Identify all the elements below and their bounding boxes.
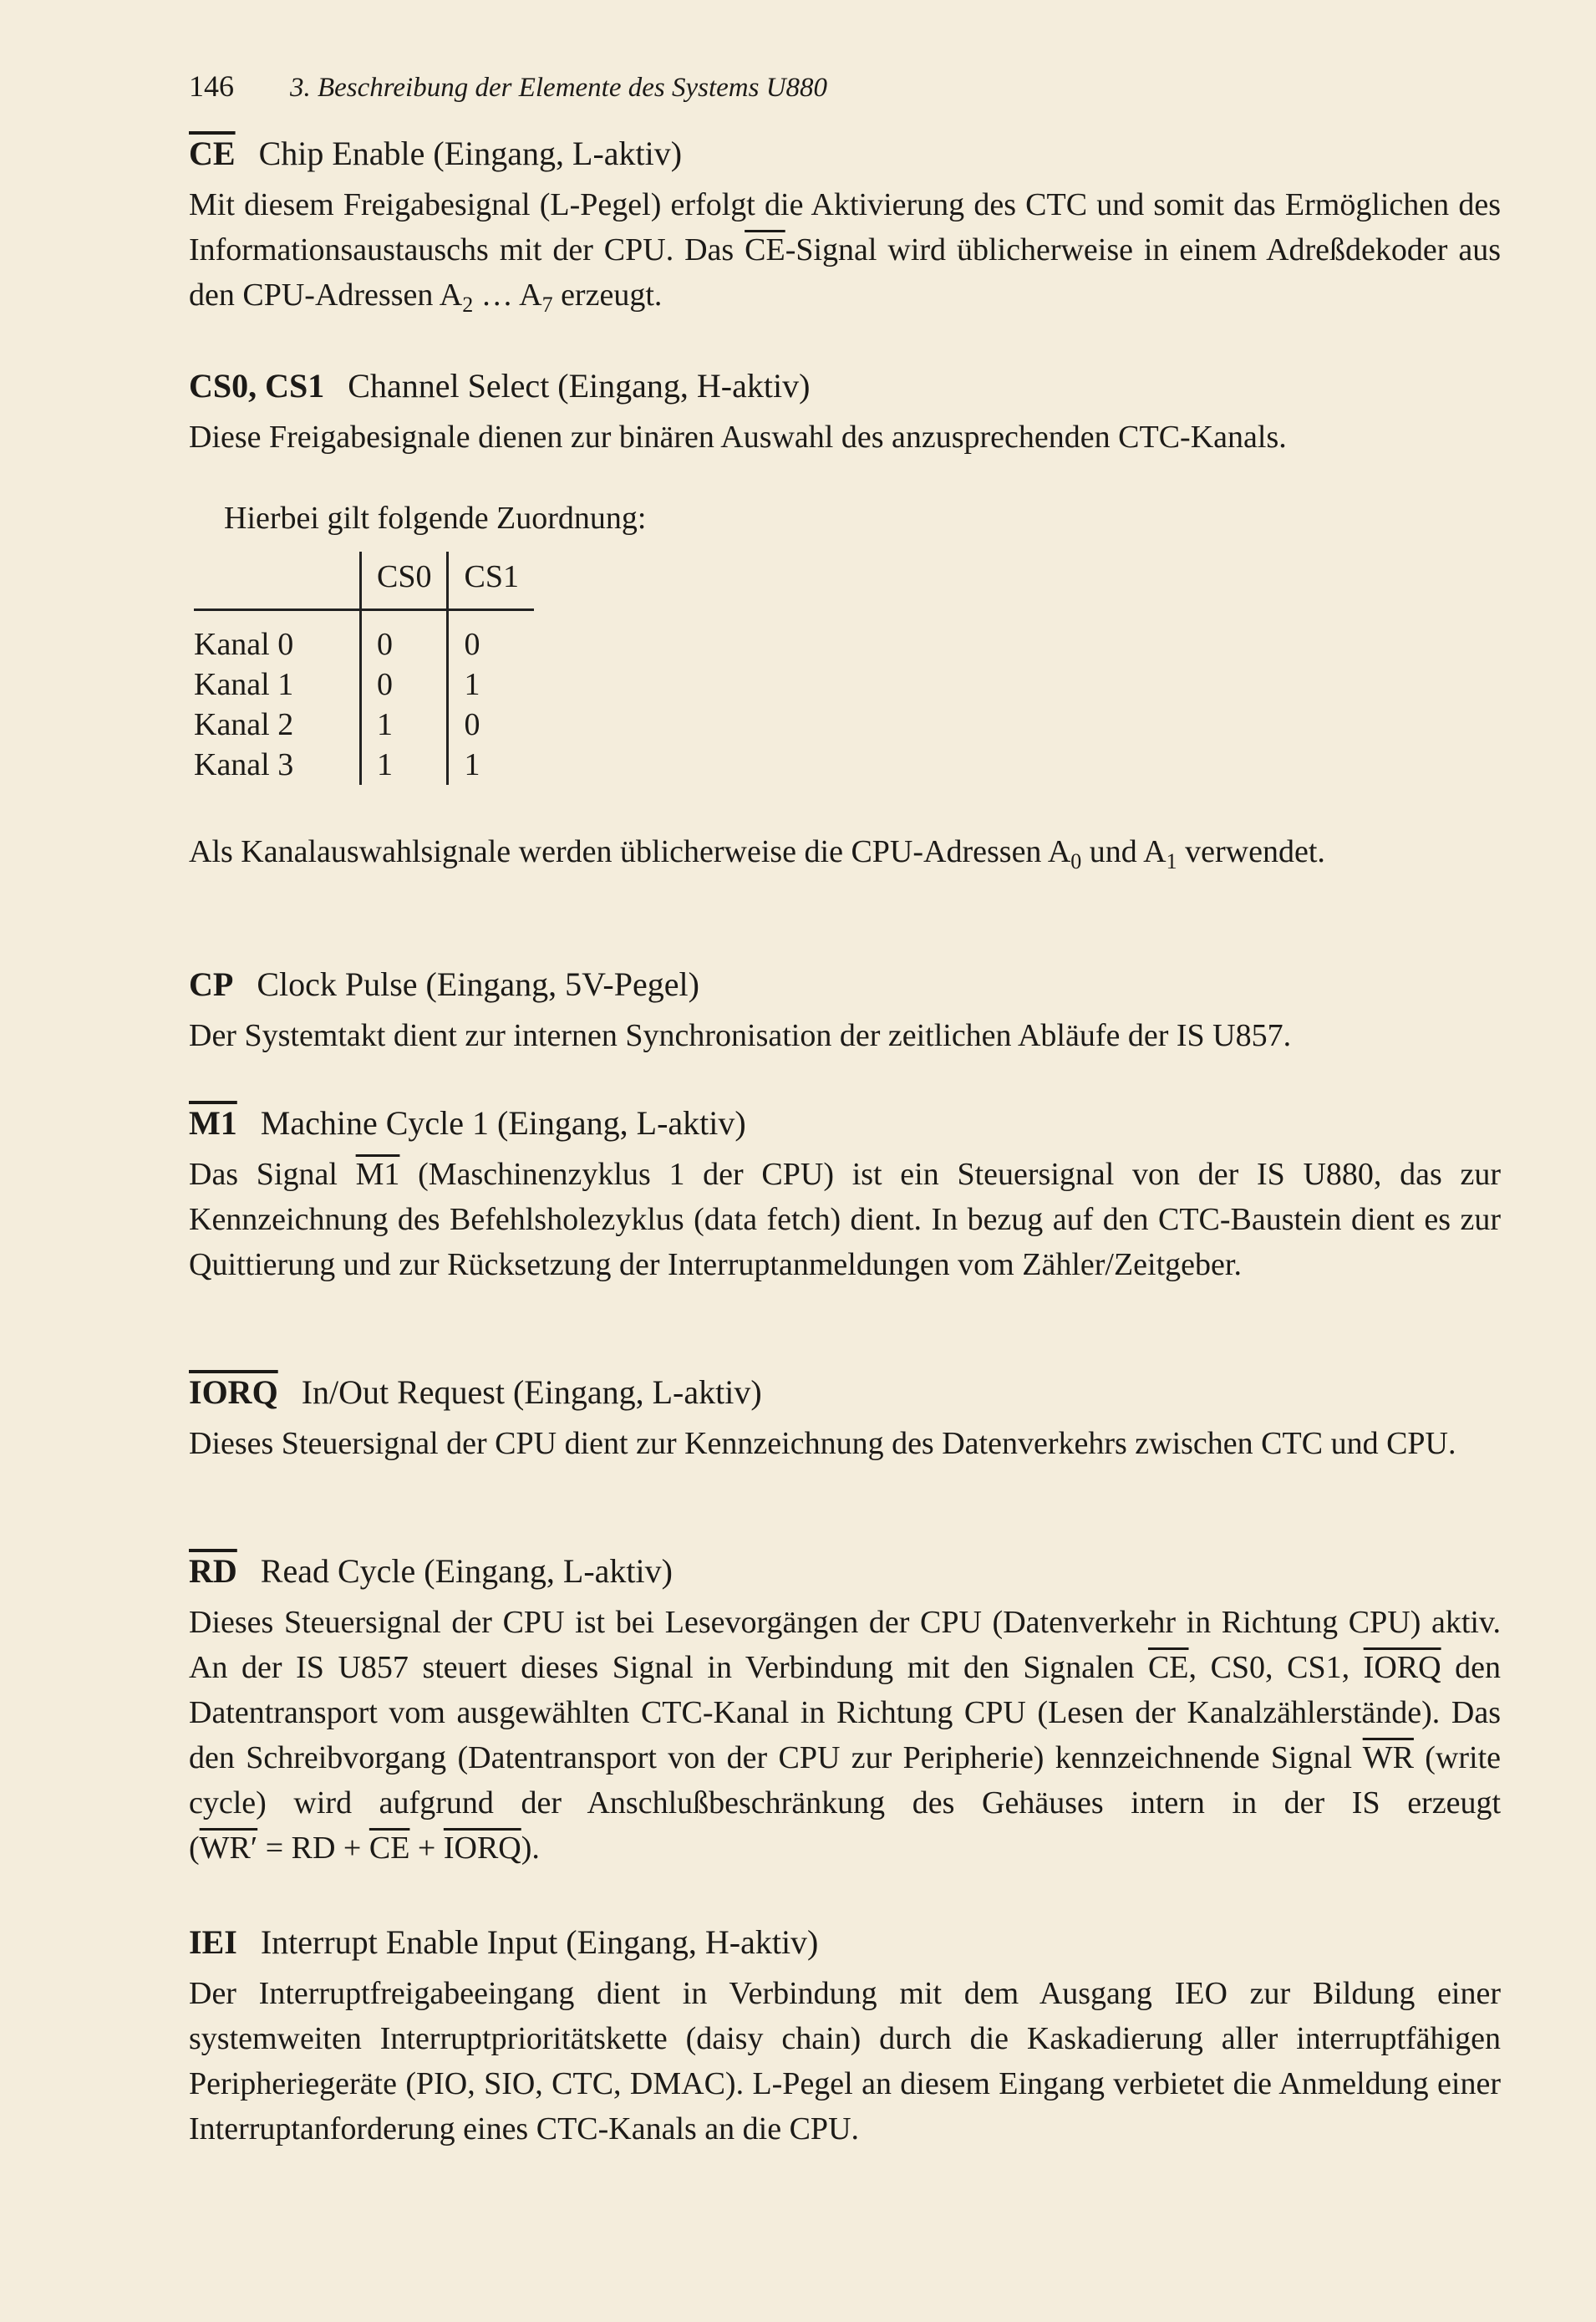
text: Dieses Steuersignal der CPU ist bei Lesevorgängen der CPU (Datenverkehr in Richtung CPU) aktiv. An der IS U857 steuert dieses Signal in Verbindung mit den Signalen	[189, 1605, 1501, 1685]
text: (write cycle) wird aufgrund der Anschlußbeschränkung des Gehäuses intern in der IS erzeugt (	[189, 1740, 1502, 1866]
overline-signal: $\overline{CE}$	[369, 1831, 410, 1866]
text: … A	[473, 278, 542, 313]
cell-cs1: 1	[448, 745, 534, 785]
cell-cs0: 0	[361, 665, 448, 705]
signal-cp-desc: Clock Pulse (Eingang, 5V-Pegel)	[257, 965, 699, 1003]
cell-cs0: 1	[361, 705, 448, 745]
text: (Maschinenzyklus 1 der CPU) ist ein Steuersignal von der IS U880, das zur Kennzeichnung des Befehlsholezyklus (data fetch) dient. In bezug auf den CTC-Baustein dient es zur Quittierung und zur Rücksetzung der Interruptanmeldungen vom Zähler/Zeitgeber.	[189, 1157, 1501, 1282]
text: = RD +	[257, 1831, 369, 1866]
signal-iei: IEI	[189, 1923, 237, 1961]
text: erzeugt.	[552, 278, 663, 313]
text: und A	[1081, 834, 1167, 869]
overline-signal: M1	[355, 1157, 400, 1192]
text: +	[409, 1831, 444, 1866]
term-line-iei	[189, 1921, 1501, 1964]
row-label: Kanal 1	[194, 667, 294, 702]
table-row	[194, 610, 534, 665]
term-line-iorq	[189, 1371, 1501, 1414]
row-label: Kanal 0	[194, 627, 294, 662]
overline-signal: $\overline{CE}$	[745, 232, 785, 267]
table-row	[194, 745, 534, 785]
entry-cp	[189, 963, 1501, 1058]
text: -Signal wird üblicherweise in einem Adreßdekoder aus den CPU-Adressen A	[189, 232, 1501, 313]
overline-signal: WR′	[199, 1831, 258, 1866]
term-line-cp	[189, 963, 1501, 1006]
overline-signal: $\overline{WR}$	[1362, 1740, 1414, 1775]
signal-cs-desc: Channel Select (Eingang, H-aktiv)	[348, 367, 811, 405]
text: verwendet.	[1177, 834, 1325, 869]
overline-signal: IORQ	[443, 1831, 521, 1866]
signal-rd: $\overline{RD}$	[189, 1552, 237, 1590]
entry-cs-after	[189, 829, 1501, 884]
term-line-rd	[189, 1550, 1501, 1593]
term-line-cs	[189, 364, 1501, 408]
row-label: Kanal 2	[194, 707, 294, 742]
entry-iei	[189, 1921, 1501, 2151]
text: Mit diesem Freigabesignal (L-Pegel) erfolgt die Aktivierung des CTC und somit das Ermöglichen des Informationsaustauschs mit der CPU. Das	[189, 187, 1501, 267]
term-line-m1	[189, 1102, 1501, 1145]
entry-iorq	[189, 1371, 1501, 1466]
formula	[200, 1831, 540, 1866]
paragraph-iorq: Dieses Steuersignal der CPU dient zur Kennzeichnung des Datenverkehrs zwischen CTC und CPU.	[189, 1426, 1456, 1461]
paragraph-iei: Der Interruptfreigabeeingang dient in Verbindung mit dem Ausgang IEO zur Bildung einer systemweiten Interruptprioritätskette (daisy chain) durch die Kaskadierung aller interruptfähigen Peripheriegeräte (PIO, SIO, CTC, DMAC). L-Pegel an diesem Eingang verbietet die Anmeldung einer Interruptanforderung eines CTC-Kanals an die CPU.	[189, 1976, 1501, 2146]
row-label: Kanal 3	[194, 747, 294, 782]
table-intro: Hierbei gilt folgende Zuordnung:	[224, 501, 647, 536]
signal-iorq: IORQ	[189, 1373, 278, 1411]
channel-table	[194, 552, 534, 785]
text: ).	[521, 1831, 540, 1866]
paragraph-ce	[189, 182, 1501, 328]
paragraph-m1	[189, 1152, 1501, 1287]
text: , CS0, CS1,	[1188, 1650, 1364, 1685]
signal-cs: CS0, CS1	[189, 367, 325, 405]
signal-cp: CP	[189, 965, 234, 1003]
text: den Datentransport vom ausgewählten CTC-Kanal in Richtung CPU (Lesen der Kanalzählerstände). Das den Schreibvorgang (Datentransport von der CPU zur Peripherie) kennzeichnende Signal	[189, 1650, 1501, 1775]
table-row	[194, 665, 534, 705]
paragraph-cp: Der Systemtakt dient zur internen Synchronisation der zeitlichen Abläufe der IS U857.	[189, 1018, 1292, 1053]
subscript: 1	[1166, 849, 1177, 873]
cell-cs0: 0	[361, 610, 448, 665]
signal-iei-desc: Interrupt Enable Input (Eingang, H-aktiv)	[260, 1923, 819, 1961]
paragraph-cs-after	[189, 829, 1501, 884]
signal-m1-desc: Machine Cycle 1 (Eingang, L-aktiv)	[260, 1104, 746, 1142]
table-corner	[194, 552, 361, 610]
signal-ce: $\overline{CE}$	[189, 135, 236, 172]
entry-ce	[189, 132, 1501, 328]
cell-cs1: 0	[448, 610, 534, 665]
subscript: 2	[462, 293, 474, 317]
signal-ce-desc: Chip Enable (Eingang, L-aktiv)	[258, 135, 683, 172]
overline-signal: IORQ	[1363, 1650, 1441, 1685]
table-row	[194, 705, 534, 745]
text: Als Kanalauswahlsignale werden üblicherweise die CPU-Adressen A	[189, 834, 1071, 869]
subscript: 0	[1070, 849, 1082, 873]
subscript: 7	[541, 293, 553, 317]
header-cs1: CS1	[448, 552, 534, 610]
entry-cs	[189, 364, 1501, 460]
running-title: 3. Beschreibung der Elemente des Systems U880	[290, 73, 828, 103]
cell-cs1: 1	[448, 665, 534, 705]
cell-cs0: 1	[361, 745, 448, 785]
term-line-ce	[189, 132, 1501, 176]
page-header	[189, 69, 827, 104]
overline-signal: $\overline{CE}$	[1147, 1650, 1189, 1685]
signal-rd-desc: Read Cycle (Eingang, L-aktiv)	[260, 1552, 673, 1590]
entry-m1	[189, 1102, 1501, 1287]
page-number: 146	[189, 69, 234, 103]
text: Das Signal	[189, 1157, 356, 1192]
paragraph-rd	[189, 1600, 1501, 1871]
paragraph-cs: Diese Freigabesignale dienen zur binären Auswahl des anzusprechenden CTC-Kanals.	[189, 420, 1287, 455]
signal-m1: M1	[189, 1104, 237, 1142]
header-cs0: CS0	[361, 552, 448, 610]
cell-cs1: 0	[448, 705, 534, 745]
signal-iorq-desc: In/Out Request (Eingang, L-aktiv)	[301, 1373, 762, 1411]
entry-rd	[189, 1550, 1501, 1871]
